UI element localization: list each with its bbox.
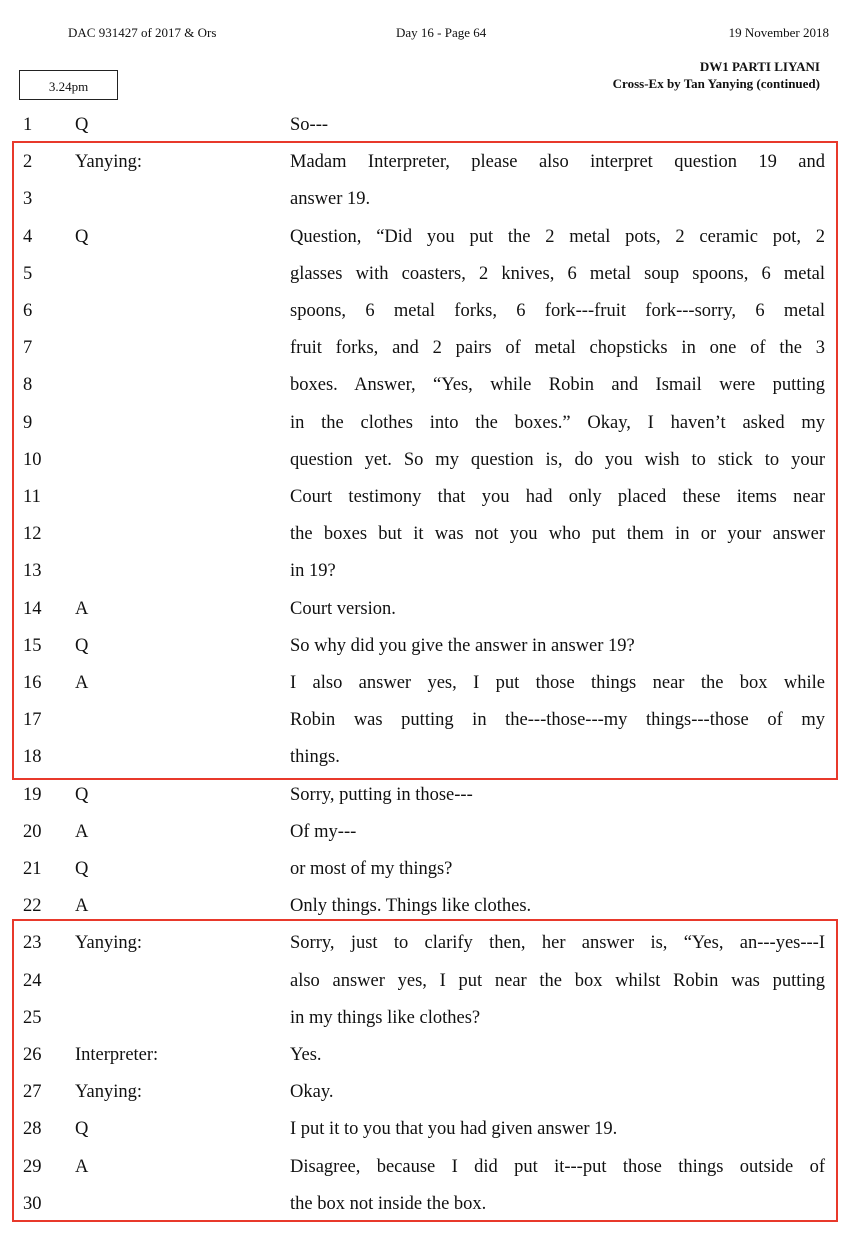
line-text: or most of my things? <box>290 859 453 879</box>
line-number: 14 <box>23 598 42 619</box>
speaker-label: Q <box>75 226 89 247</box>
speaker-label: Yanying: <box>75 152 142 173</box>
line-number: 17 <box>23 710 42 731</box>
line-text: glasses with coasters, 2 knives, 6 metal soup spoons, 6 metal <box>290 263 825 284</box>
line-text: in 19? <box>290 561 336 582</box>
line-number: 1 <box>23 115 33 135</box>
speaker-label: Q <box>75 784 89 805</box>
highlight-box-1 <box>12 141 838 780</box>
time-stamp: 3.24pm <box>48 79 89 94</box>
line-number: 16 <box>23 673 42 693</box>
examination-label: Cross-Ex by Tan Yanying (continued) <box>612 76 820 91</box>
line-text: in my things like clothes? <box>290 1007 481 1028</box>
speaker-label: Yanying: <box>75 1082 142 1103</box>
line-number: 3 <box>23 189 33 210</box>
line-text: boxes. Answer, “Yes, while Robin and Ismail were putting <box>290 375 825 396</box>
highlight-box-2 <box>12 919 838 1222</box>
time-stamp-box <box>19 70 118 100</box>
line-number: 20 <box>23 821 42 842</box>
line-number: 27 <box>23 1082 42 1103</box>
speaker-label: Q <box>75 1119 89 1140</box>
line-text: I put it to you that you had given answer 19. <box>290 1119 618 1140</box>
line-text: Court testimony that you had only placed these items near <box>290 487 825 507</box>
line-number: 2 <box>23 152 33 173</box>
speaker-label: A <box>75 896 89 917</box>
line-text: things. <box>290 747 340 768</box>
line-text: the box not inside the box. <box>290 1193 487 1214</box>
witness-block <box>613 58 820 92</box>
line-number: 11 <box>23 487 41 507</box>
line-number: 5 <box>23 263 33 284</box>
line-number: 13 <box>23 561 42 582</box>
transcript-line <box>0 784 856 821</box>
line-text: Sorry, just to clarify then, her answer is, “Yes, an---yes---I <box>290 933 825 954</box>
line-number: 12 <box>23 524 42 545</box>
line-text: Disagree, because I did put it---put those things outside of <box>290 1156 825 1177</box>
line-text: the boxes but it was not you who put them in or your answer <box>290 524 825 545</box>
line-number: 18 <box>23 747 42 768</box>
line-number: 23 <box>23 933 42 954</box>
line-text: Court version. <box>290 598 396 619</box>
speaker-label: A <box>75 821 89 842</box>
line-text: Of my--- <box>290 821 357 842</box>
line-text: also answer yes, I put near the box whilst Robin was putting <box>290 970 825 991</box>
line-text: fruit forks, and 2 pairs of metal chopsticks in one of the 3 <box>290 338 825 359</box>
line-number: 10 <box>23 449 42 470</box>
transcript-line <box>0 858 856 895</box>
speaker-label: Q <box>75 859 89 879</box>
speaker-label: Q <box>75 635 89 656</box>
speaker-label: A <box>75 1156 89 1177</box>
line-number: 4 <box>23 226 33 247</box>
line-number: 6 <box>23 301 33 321</box>
speaker-label: A <box>75 598 89 619</box>
line-number: 26 <box>23 1045 42 1065</box>
line-text: Question, “Did you put the 2 metal pots, 2 ceramic pot, 2 <box>290 226 825 247</box>
line-number: 8 <box>23 375 33 396</box>
line-text: So why did you give the answer in answer 19? <box>290 635 635 656</box>
speaker-label: Yanying: <box>75 933 142 954</box>
line-number: 9 <box>23 412 33 433</box>
line-number: 15 <box>23 635 42 656</box>
line-number: 30 <box>23 1193 42 1214</box>
day-page: Day 16 - Page 64 <box>396 25 487 40</box>
line-text: Only things. Things like clothes. <box>290 896 532 917</box>
transcript-date: 19 November 2018 <box>728 25 829 40</box>
line-text: So--- <box>290 115 329 135</box>
line-text: question yet. So my question is, do you wish to stick to your <box>290 449 825 470</box>
speaker-label: Q <box>75 115 89 135</box>
line-text: spoons, 6 metal forks, 6 fork---fruit fork---sorry, 6 metal <box>290 301 825 321</box>
line-text: I also answer yes, I put those things near the box while <box>290 673 825 693</box>
line-number: 21 <box>23 859 42 879</box>
line-text: Yes. <box>290 1045 322 1065</box>
line-number: 7 <box>23 338 33 359</box>
line-text: Madam Interpreter, please also interpret question 19 and <box>290 152 825 173</box>
speaker-label: A <box>75 673 89 693</box>
line-text: Sorry, putting in those--- <box>290 784 473 805</box>
line-text: in the clothes into the boxes.” Okay, I haven’t asked my <box>290 412 825 433</box>
line-text: Okay. <box>290 1082 334 1103</box>
line-number: 28 <box>23 1119 42 1140</box>
line-number: 19 <box>23 784 42 805</box>
line-number: 24 <box>23 970 42 991</box>
line-number: 25 <box>23 1007 42 1028</box>
speaker-label: Interpreter: <box>75 1045 159 1065</box>
line-text: Robin was putting in the---those---my things---those of my <box>290 710 825 731</box>
line-text: answer 19. <box>290 189 371 210</box>
transcript-line <box>0 821 856 858</box>
line-number: 22 <box>23 896 42 917</box>
witness-name: DW1 PARTI LIYANI <box>699 59 820 74</box>
line-number: 29 <box>23 1156 42 1177</box>
case-number: DAC 931427 of 2017 & Ors <box>68 25 217 40</box>
